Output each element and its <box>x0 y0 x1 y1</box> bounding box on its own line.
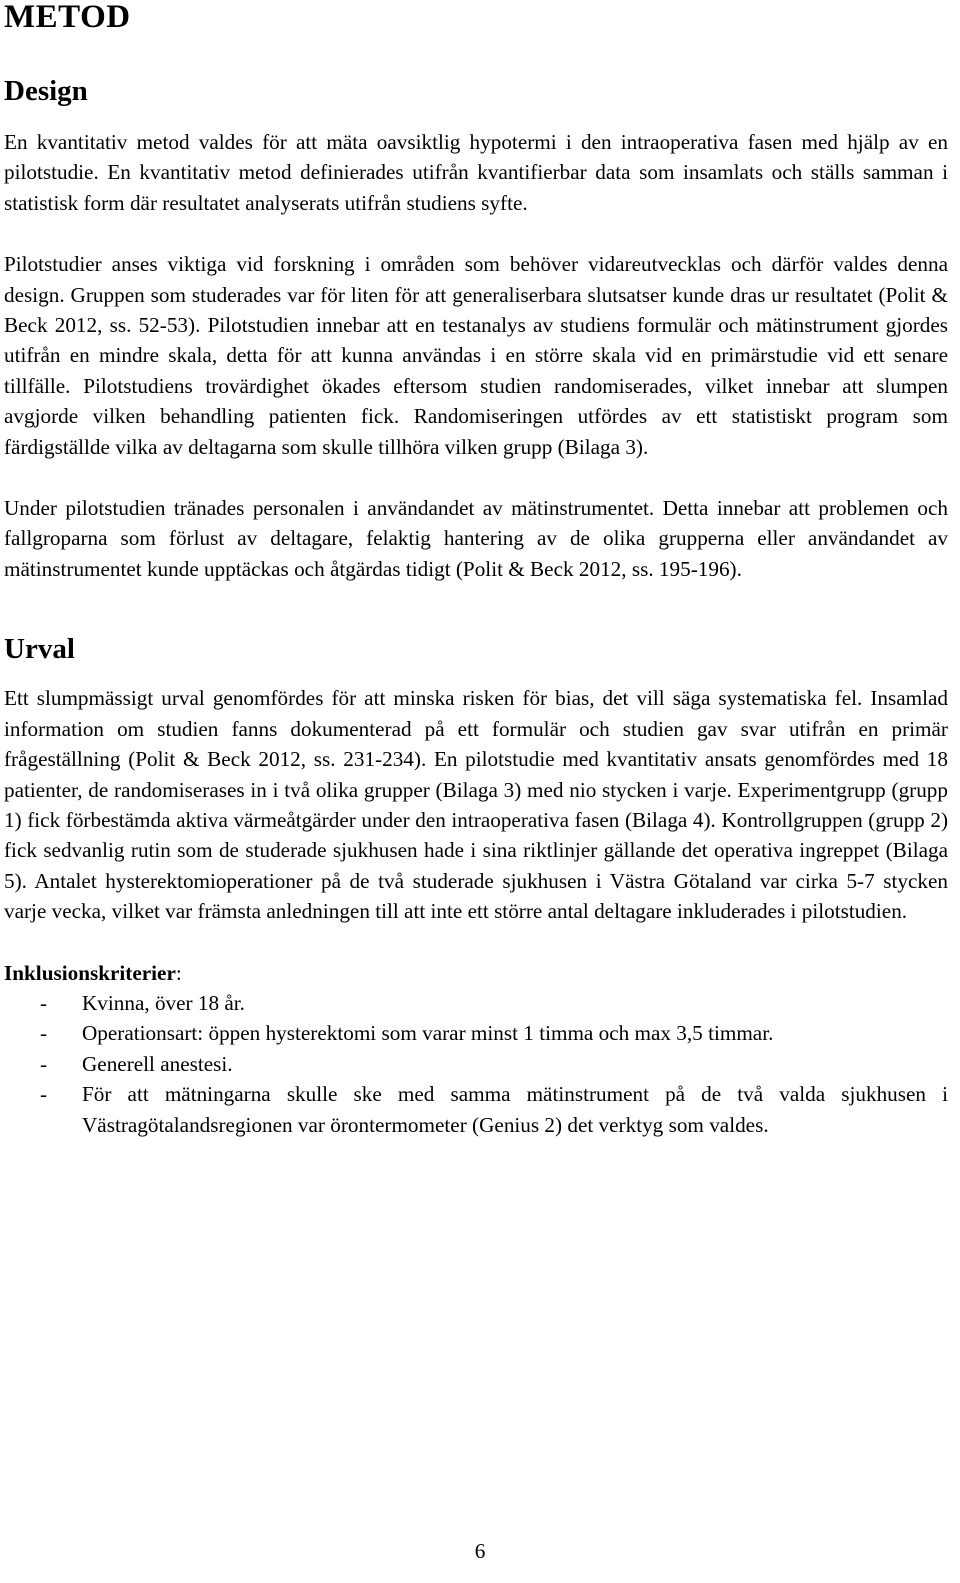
list-bullet: - <box>40 1051 48 1076</box>
list-bullet: - <box>40 1021 48 1046</box>
inclusion-heading-colon: : <box>175 960 182 985</box>
document-page <box>4 0 948 1140</box>
list-item-text: Operationsart: öppen hysterektomi som varar minst 1 timma och max 3,5 timmar. <box>82 1021 774 1046</box>
design-paragraph-1: En kvantitativ metod valdes för att mäta oavsiktlig hypotermi i den intraoperativa fasen med hjälp av en pilotstudie. En kvantitativ metod definierades utifrån kvantifierbar data som insamlats och ställs samman i statistisk form där resultatet analyserats utifrån studiens syfte. <box>4 130 948 215</box>
list-item <box>4 1018 948 1048</box>
list-item-text: Generell anestesi. <box>82 1051 233 1076</box>
list-item <box>4 1079 948 1140</box>
inclusion-criteria-list <box>4 988 948 1140</box>
list-item <box>4 1049 948 1079</box>
page-number: 6 <box>474 1539 486 1563</box>
design-heading: Design <box>4 75 88 107</box>
design-paragraph-3: Under pilotstudien tränades personalen i användandet av mätinstrumentet. Detta innebar att problemen och fallgroparna som förlust av deltagare, felaktig hantering av de olika grupperna eller användandet av mätinstrumentet kunde upptäckas och åtgärdas tidigt (Polit & Beck 2012, ss. 195-196). <box>4 496 948 581</box>
urval-paragraph: Ett slumpmässigt urval genomfördes för att minska risken för bias, det vill säga systematiska fel. Insamlad information om studien fanns dokumenterad på ett formulär och studien gav svar utifrån en primär frågeställning (Polit & Beck 2012, ss. 231-234). En pilotstudie med kvantitativ ansats genomfördes med 18 patienter, de randomiserases in i två olika grupper (Bilaga 3) med nio stycken i varje. Experimentgrupp (grupp 1) fick förbestämda aktiva värmeåtgärder under den intraoperativa fasen (Bilaga 4). Kontrollgruppen (grupp 2) fick sedvanlig rutin som de studerade sjukhusen hade i sina riktlinjer gällande det operativa ingreppet (Bilaga 5). Antalet hysterektomioperationer på de två studerade sjukhusen i Västra Götaland var cirka 5-7 stycken varje vecka, vilket var främsta anledningen till att inte ett större antal deltagare inkluderades i pilotstudien. <box>4 686 948 924</box>
design-paragraph-2: Pilotstudier anses viktiga vid forskning i områden som behöver vidareutvecklas och därför valdes denna design. Gruppen som studerades var för liten för att generaliserbara slutsatser kunde dras ur resultatet (Polit & Beck 2012, ss. 52-53). Pilotstudien innebar att en testanalys av studiens formulär och mätinstrument gjordes utifrån en mindre skala, detta för att kunna användas i en större skala vid en primärstudie vid ett senare tillfälle. Pilotstudiens trovärdighet ökades eftersom studien randomiserades, vilket innebar att slumpen avgjorde vilken behandling patienten fick. Randomiseringen utfördes av ett statistiskt program som färdigställde vilka av deltagarna som skulle tillhöra vilken grupp (Bilaga 3). <box>4 252 948 459</box>
list-bullet: - <box>40 990 48 1015</box>
urval-heading: Urval <box>4 633 75 666</box>
document-title: METOD <box>4 0 131 35</box>
list-bullet: - <box>40 1082 48 1107</box>
list-item-text: För att mätningarna skulle ske med samma mätinstrument på de två valda sjukhusen i Västragötalandsregionen var örontermometer (Genius 2) det verktyg som valdes. <box>82 1082 948 1137</box>
list-item <box>4 988 948 1018</box>
list-item-text: Kvinna, över 18 år. <box>82 990 245 1015</box>
inclusion-heading <box>4 958 948 988</box>
inclusion-heading-label: Inklusionskriterier <box>4 960 176 985</box>
